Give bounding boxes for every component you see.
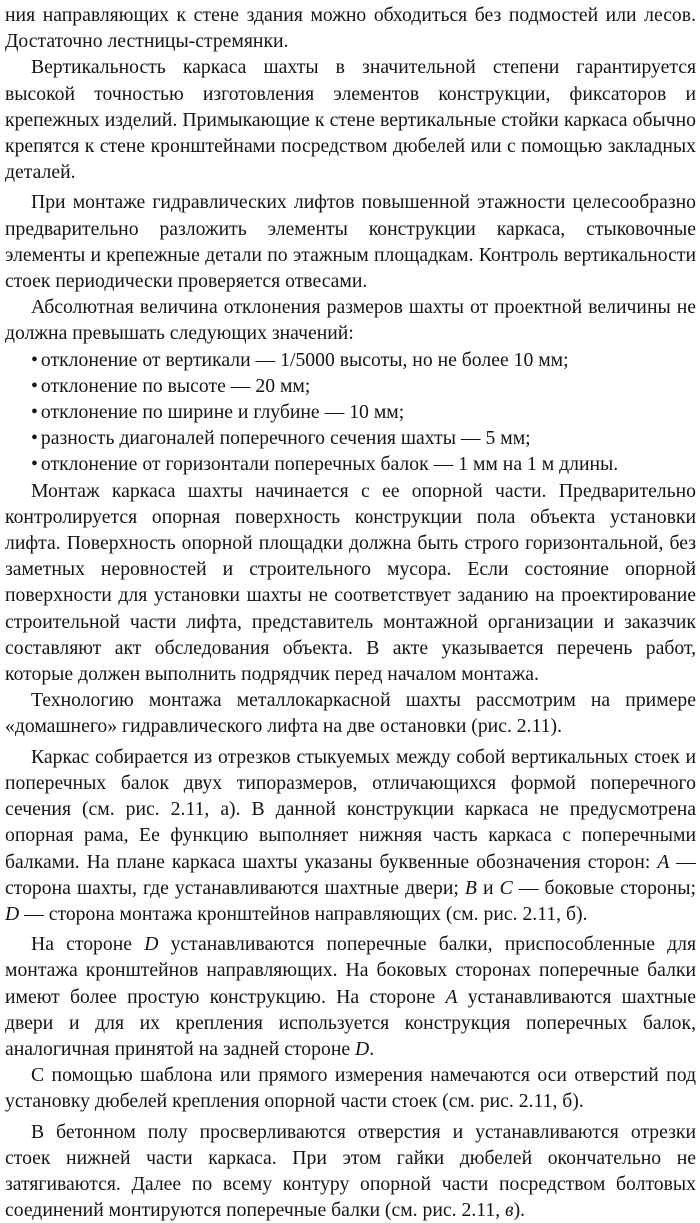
paragraph-concrete-floor xyxy=(5,1119,696,1223)
text-run: — сторона шахты, где устанавливаются шахтные двери; xyxy=(5,850,696,899)
paragraph-technology: Технологию монтажа металлокаркасной шахты рассмотрим на примере «домашнего» гидравлического лифта на две остановки (рис. 2.11). xyxy=(5,689,696,738)
text-run: устанавливаются поперечные балки, приспособленные для монтажа кронштейнов направляющих. На боковых сторонах поперечные балки имеют более простую конструкцию. На стороне xyxy=(5,933,697,1008)
paragraph-mounting-start: Монтаж каркаса шахты начинается с ее опорной части. Предварительно контролируется опорная поверхность конструкции пола объекта установки лифта. Поверхность опорной площадки должна быть строго горизонтальной, без заметных неровностей и строительного мусора. Если состояние опорной поверхности для установки шахты не соответствует заданию на проектирование строительной части лифта, представитель монтажной организации и заказчик составляют акт обследования объекта. В акте указывается перечень работ, которые должен выполнить подрядчик перед началом монтажа. xyxy=(5,479,696,686)
list-item xyxy=(5,399,696,425)
list-item-text: разность диагоналей поперечного сечения шахты — 5 мм; xyxy=(40,427,531,450)
tolerance-list xyxy=(5,347,696,478)
text-run: — сторона монтажа кронштейнов направляющих (см. рис. 2.11, б). xyxy=(19,902,588,925)
paragraph-hydraulic-lifts: При монтаже гидравлических лифтов повышенной этажности целесообразно предварительно разложить элементы конструкции каркаса, стыковочные элементы и крепежные детали по этажным площадкам. Контроль вертикальности стоек периодически проверяется отвесами. xyxy=(5,191,696,293)
list-item xyxy=(5,347,696,373)
list-item-text: отклонение по ширине и глубине — 10 мм; xyxy=(40,401,405,424)
list-item-text: отклонение от горизонтали поперечных балок — 1 мм на 1 м длины. xyxy=(40,453,619,476)
list-item-text: отклонение от вертикали — 1/5000 высоты, но не более 10 мм; xyxy=(40,348,569,371)
paragraph-side-d xyxy=(5,931,696,1062)
side-letter-c: C xyxy=(499,876,513,899)
paragraph-verticality: Вертикальность каркаса шахты в значительной степени гарантируется высокой точностью изготовления элементов конструкции, фиксаторов и крепежных изделий. Примыкающие к стене вертикальные стойки каркаса обычно крепятся к стене кронштейнами посредством дюбелей или с помощью закладных деталей. xyxy=(5,56,696,184)
paragraph-tolerance-intro: Абсолютная величина отклонения размеров шахты от проектной величины не должна превышать следующих значений: xyxy=(5,296,696,345)
list-item xyxy=(5,373,696,399)
side-letter-d: D xyxy=(144,933,159,956)
side-letter-d: D xyxy=(355,1037,370,1060)
figure-ref: в xyxy=(505,1199,514,1222)
text-run: Каркас собирается из отрезков стыкуемых между собой вертикальных стоек и поперечных балок двух типоразмеров, отличающихся формой поперечного сечения (см. рис. 2.11, а). В данной конструкции каркаса не предусмотрена опорная рама, Ее функцию выполняет нижняя часть каркаса с поперечными балками. На плане каркаса шахты указаны буквенные обозначения сторон: xyxy=(5,745,696,873)
paragraph-frame xyxy=(5,744,696,927)
bullet-icon: • xyxy=(31,427,38,450)
text-run: . xyxy=(369,1037,375,1060)
bullet-icon: • xyxy=(31,401,38,424)
list-item xyxy=(5,451,696,477)
list-item xyxy=(5,425,696,451)
text-run: и xyxy=(476,876,500,899)
paragraph-continuation: ния направляющих к стене здания можно обходиться без подмостей или лесов. Достаточно лестницы-стремянки. xyxy=(5,4,696,53)
side-letter-d: D xyxy=(5,902,20,925)
paragraph-template: С помощью шаблона или прямого измерения намечаются оси отверстий под установку дюбелей крепления опорной части стоек (см. рис. 2.11, б). xyxy=(5,1064,696,1113)
text-run: — боковые стороны; xyxy=(512,876,696,899)
text-run: На стороне xyxy=(31,933,145,956)
text-run: устанавливаются шахтные двери и для их крепления используется конструкция поперечных балок, аналогичная принятой на задней стороне xyxy=(5,985,696,1060)
bullet-icon: • xyxy=(31,374,38,397)
side-letter-a: A xyxy=(445,985,458,1008)
list-item-text: отклонение по высоте — 20 мм; xyxy=(40,374,311,397)
side-letter-a: A xyxy=(657,850,670,873)
bullet-icon: • xyxy=(31,453,38,476)
side-letter-b: B xyxy=(464,876,477,899)
bullet-icon: • xyxy=(31,348,38,371)
text-run: ). xyxy=(513,1199,526,1222)
text-run: В бетонном полу просверливаются отверстия и устанавливаются отрезки стоек нижней части каркаса. При этом гайки дюбелей окончательно не затягиваются. Далее по всему контуру опорной части посредством болтовых соединений монтируются поперечные балки (см. рис. 2.11, xyxy=(5,1120,696,1222)
